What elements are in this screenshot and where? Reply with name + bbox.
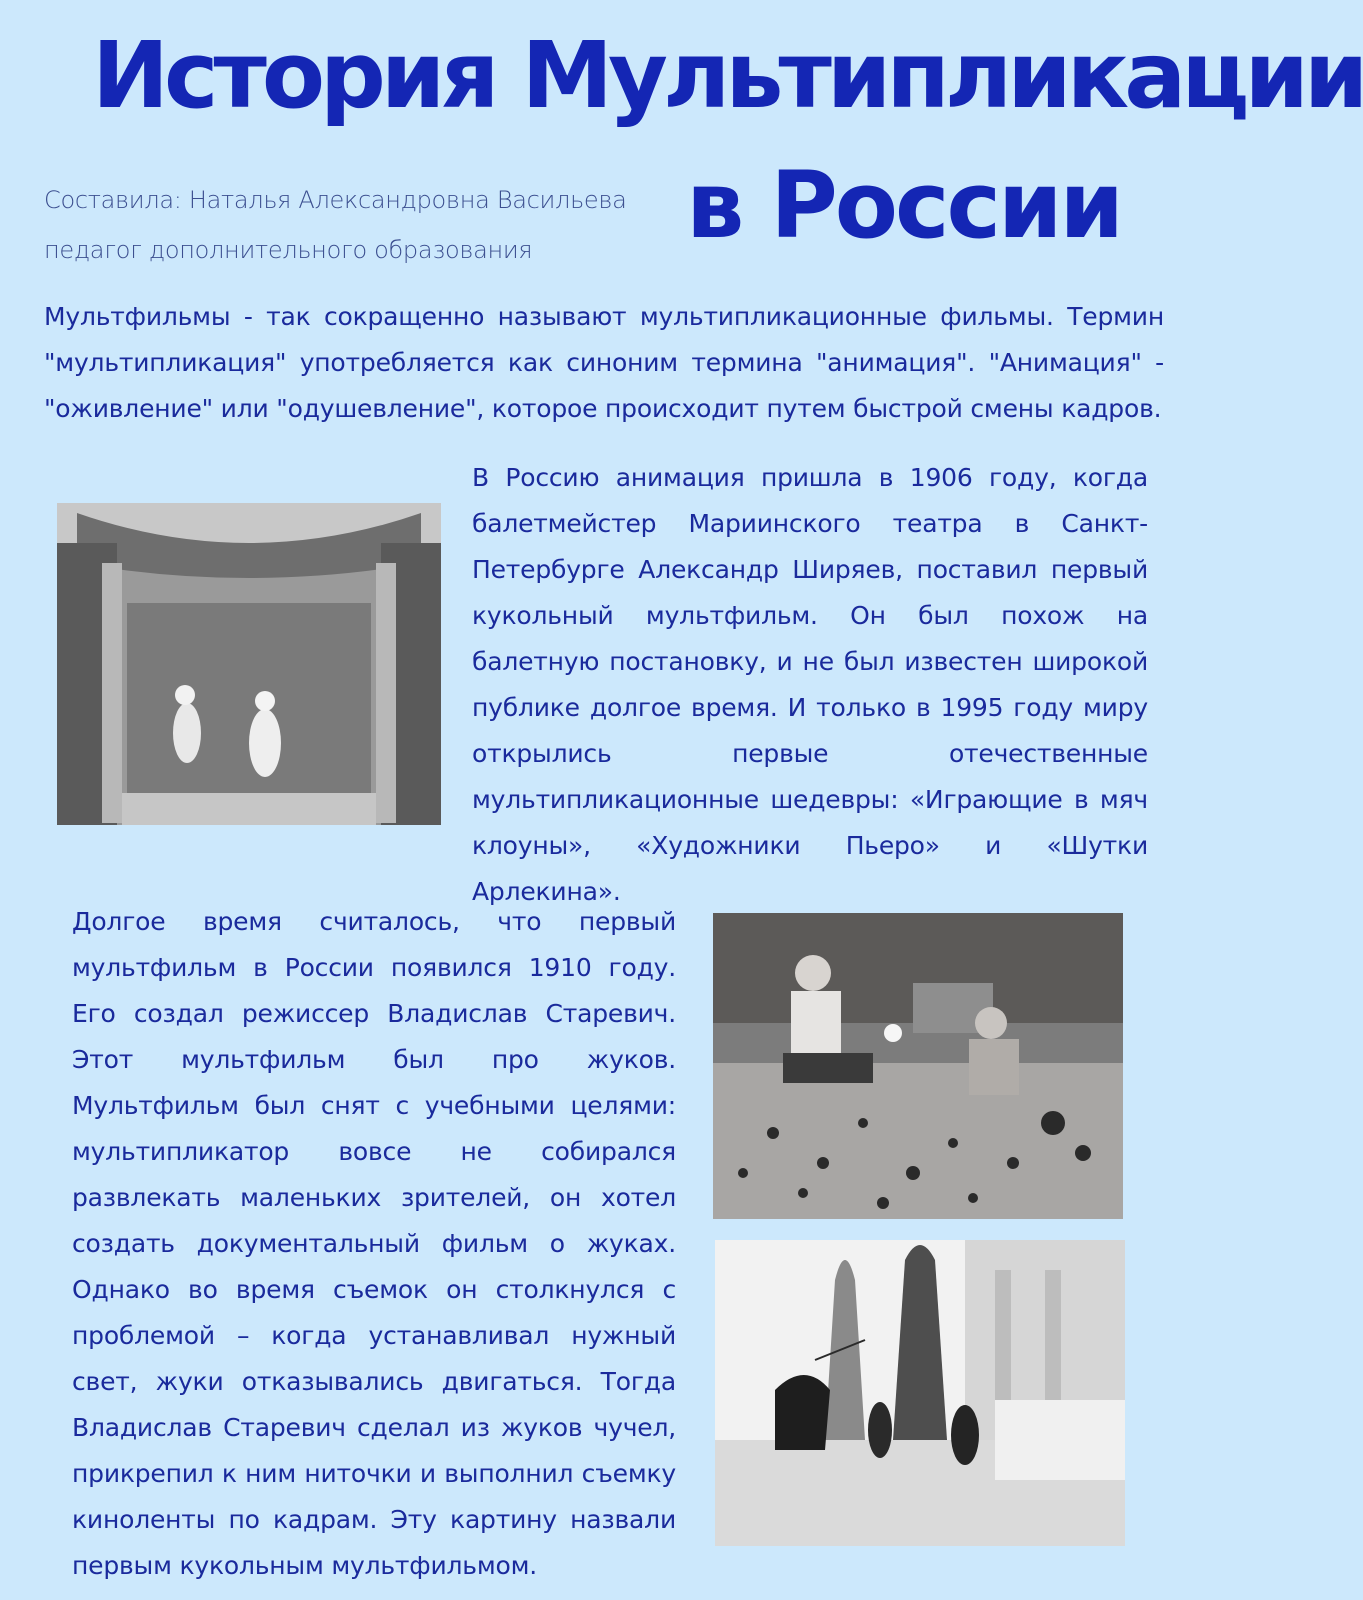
author-name: Составила: Наталья Александровна Васильева [44,186,627,214]
page-title-line-1: История Мультипликации [92,22,1363,129]
shiryaev-puppet-stage-photo [57,503,441,825]
starevich-paragraph: Долгое время считалось, что первый мультфильм в России появился 1910 году. Его создал режиссер Владислав Старевич. Этот мультфильм был про жуков. Мультфильм был снят с учебными целями: мультипликатор вовсе не собирался развлекать маленьких зрителей, он хотел создать документальный фильм о жуках. Однако во время съемок он столкнулся с проблемой – когда устанавливал нужный свет, жуки отказывались двигаться. Тогда Владислав Старевич сделал из жуков чучел, прикрепил к ним ниточки и выполнил съемку киноленты по кадрам. Эту картину назвали первым кукольным мультфильмом. [72,907,676,1580]
author-position: педагог дополнительного образования [44,236,533,264]
starevich-film-still-photo [715,1240,1125,1546]
page-title-line-2: в России [686,152,1121,259]
intro-paragraph: Мультфильмы - так сокращенно называют мультипликационные фильмы. Термин "мультипликация" употребляется как синоним термина "анимация". "Анимация" - "оживление" или "одушевление", которое происходит путем быстрой смены кадров. [44,302,1164,423]
starevich-studio-photo [713,913,1123,1219]
shiryaev-paragraph: В Россию анимация пришла в 1906 году, когда балетмейстер Мариинского театра в Санкт-Петербурге Александр Ширяев, поставил первый кукольный мультфильм. Он был похож на балетную постановку, и не был известен широкой публике долгое время. И только в 1995 году миру открылись первые отечественные мультипликационные шедевры: «Играющие в мяч клоуны», «Художники Пьеро» и «Шутки Арлекина». [472,463,1148,906]
